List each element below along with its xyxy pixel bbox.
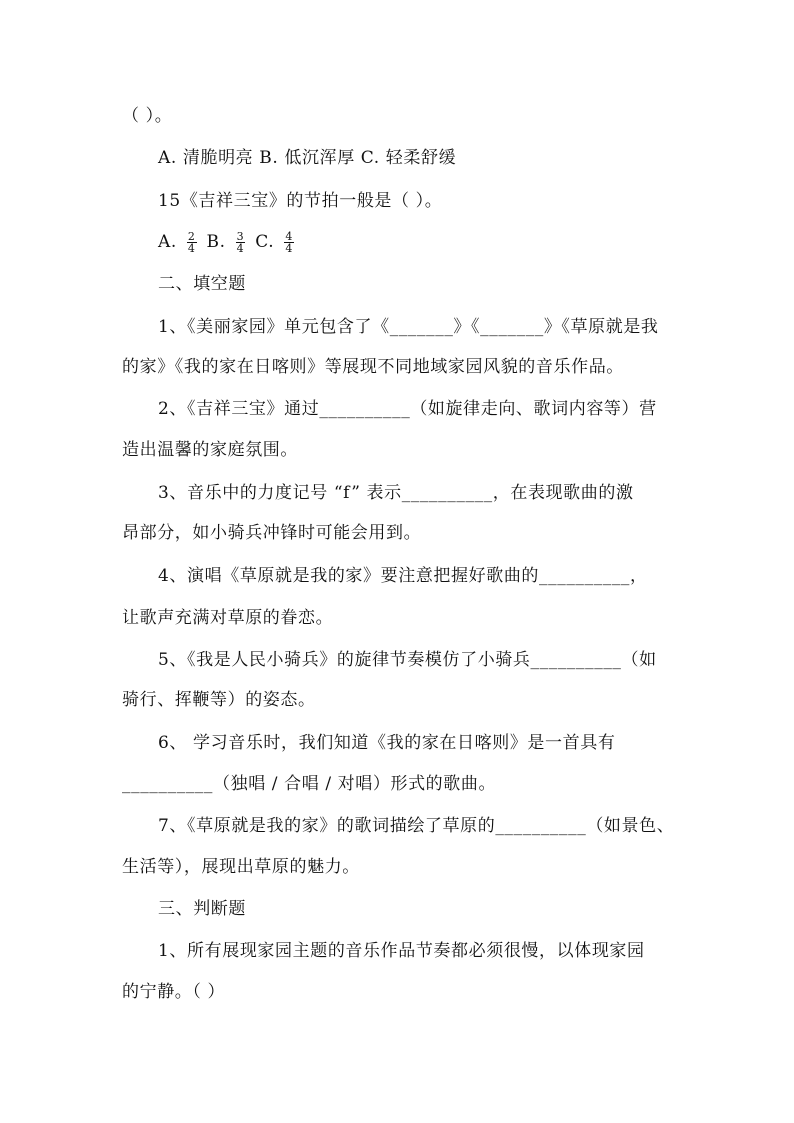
q15-option-c-fraction bbox=[284, 231, 294, 254]
fraction-denominator: 4 bbox=[187, 242, 196, 255]
fill-q5-line1: 5、《我是人民小骑兵》的旋律节奏模仿了小骑兵__________（如 bbox=[158, 650, 657, 670]
section-fill-blank-heading: 二、填空题 bbox=[158, 274, 246, 294]
q14-options: A. 清脆明亮 B. 低沉浑厚 C. 轻柔舒缓 bbox=[158, 148, 457, 168]
q15-option-b-label: B. bbox=[206, 232, 226, 252]
q15-option-a-fraction bbox=[187, 231, 197, 254]
fraction-denominator: 4 bbox=[236, 242, 245, 255]
judge-q1-line1: 1、所有展现家园主题的音乐作品节奏都必须很慢，以体现家园 bbox=[158, 941, 645, 961]
fill-q3-line2: 昂部分，如小骑兵冲锋时可能会用到。 bbox=[122, 523, 422, 543]
q15-option-c-label: C. bbox=[255, 232, 275, 252]
fraction-numerator: 4 bbox=[285, 230, 293, 243]
judge-q1-line2: 的宁静。（ ） bbox=[122, 982, 226, 1002]
q15-options bbox=[158, 230, 298, 254]
fill-q1-line1: 1、《美丽家园》单元包含了《_______》《_______》《草原就是我 bbox=[158, 317, 659, 337]
fraction-numerator: 3 bbox=[236, 230, 245, 243]
q14-blank-tail: （ ）。 bbox=[122, 106, 173, 126]
fill-q5-line2: 骑行、挥鞭等）的姿态。 bbox=[122, 690, 316, 710]
section-true-false-heading: 三、判断题 bbox=[158, 899, 246, 919]
fill-q2-line2: 造出温馨的家庭氛围。 bbox=[122, 440, 298, 460]
fill-q7-line1: 7、《草原就是我的家》的歌词描绘了草原的__________（如景色、 bbox=[158, 816, 675, 836]
fill-q3-line1: 3、音乐中的力度记号 “f” 表示__________，在表现歌曲的激 bbox=[158, 483, 634, 503]
fill-q4-line2: 让歌声充满对草原的眷恋。 bbox=[122, 608, 334, 628]
fill-q6-line1: 6、 学习音乐时，我们知道《我的家在日喀则》是一首具有 bbox=[158, 733, 616, 753]
fill-q2-line1: 2、《吉祥三宝》通过__________（如旋律走向、歌词内容等）营 bbox=[158, 399, 657, 419]
fill-q1-line2: 的家》《我的家在日喀则》等展现不同地域家园风貌的音乐作品。 bbox=[122, 357, 624, 377]
fraction-denominator: 4 bbox=[285, 242, 293, 255]
fraction-numerator: 2 bbox=[187, 230, 196, 243]
q15-option-b-fraction bbox=[236, 231, 246, 254]
fill-q4-line1: 4、演唱《草原就是我的家》要注意把握好歌曲的__________， bbox=[158, 566, 648, 586]
fill-q7-line2: 生活等），展现出草原的魅力。 bbox=[122, 857, 360, 877]
q15-question: 15《吉祥三宝》的节拍一般是（ ）。 bbox=[158, 191, 443, 211]
fill-q6-line2: __________（独唱 / 合唱 / 对唱）形式的歌曲。 bbox=[122, 774, 497, 794]
q15-option-a-label: A. bbox=[158, 232, 177, 252]
